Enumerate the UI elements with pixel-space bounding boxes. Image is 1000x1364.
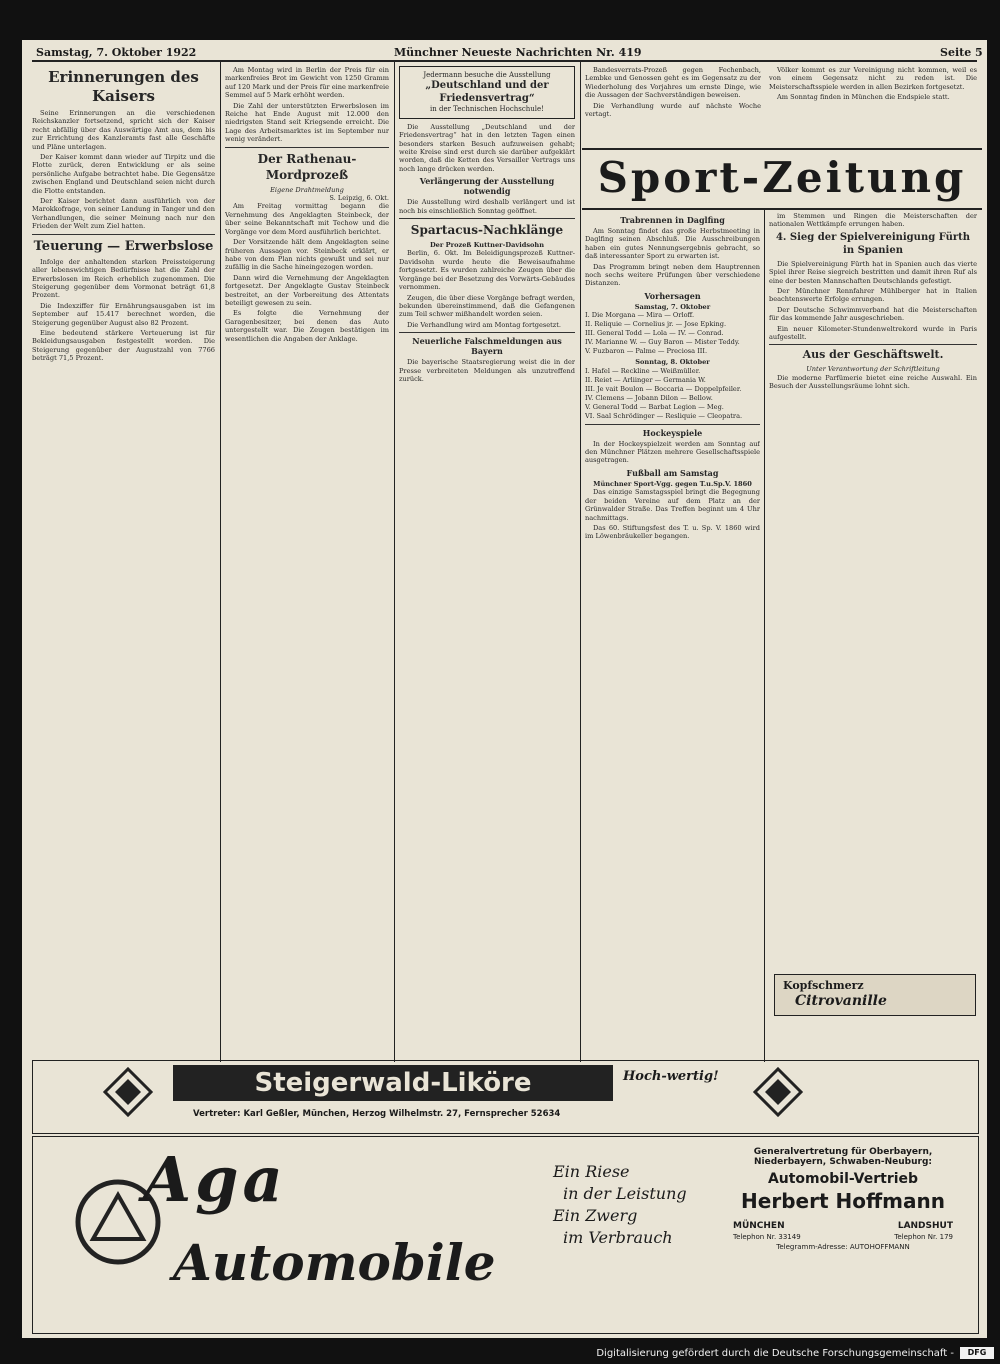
ad-slogan-line: Ein Zwerg: [553, 1206, 638, 1225]
prediction-row: II. Reiet — Arliinger — Germania W.: [585, 375, 706, 384]
paragraph: im Stemmen und Ringen die Meisterschaften der nationalen Wettkämpfe errungen haben.: [769, 212, 977, 229]
paragraph: Am Montag wird in Berlin der Preis für ein markenfreies Brot im Gewicht von 1250 Gramm auf 120 Mark und der Preis für eine markenfreie Semmel auf 5 Mark erhöht werden.: [225, 66, 389, 100]
box-title: „Deutschland und der Friedensvertrag“: [425, 80, 549, 105]
column-3: [399, 66, 575, 1064]
prediction-row: III. Je vait Boulon — Boccaria — Doppelpfeiler.: [585, 384, 742, 393]
ad-text: Generalvertretung für Oberbayern,: [753, 1147, 933, 1157]
paragraph: Ein neuer Kilometer-Stundenweltrekord wurde in Paris aufgestellt.: [769, 324, 977, 342]
column-rule: [580, 62, 581, 1062]
header-paper: Münchner Neueste Nachrichten Nr. 419: [394, 46, 642, 59]
aga-automobile-ad: [32, 1136, 979, 1334]
ad-text: Kopfschmerz: [783, 979, 864, 992]
prediction-row: IV. Marianne W. — Guy Baron — Mister Teddy.: [585, 338, 740, 347]
column-2: [225, 66, 389, 1064]
predictions-sunday: [585, 367, 760, 421]
paragraph: Die Indexziffer für Ernährungsausgaben ist im September auf 15.417 berechnet worden, die Steigerung gegenüber August also 82 Prozent.: [32, 301, 215, 327]
prediction-row: III. General Todd — Lola — IV. — Conrad.: [585, 329, 724, 338]
sport-column-right: [769, 212, 977, 972]
ad-phone: Telephon Nr. 179: [894, 1233, 953, 1241]
paragraph: Die Verhandlung wird am Montag fortgesetzt.: [407, 320, 562, 329]
paragraph: Die Ausstellung „Deutschland und der Friedensvertrag“ hat in den letzten Tagen einen besonders starken Besuch aufzuweisen gehabt; weite Kreise sind erst durch sie darüber aufgeklärt worden, daß die Ketten des Versailler Vertrags uns noch lange drücken werden.: [399, 122, 575, 173]
column-4-top: [585, 66, 761, 146]
header-date: Samstag, 7. Oktober 1922: [36, 46, 197, 59]
ad-representative: Vertreter: Karl Geßler, München, Herzog Wilhelmstr. 27, Fernsprecher 52634: [193, 1109, 561, 1119]
ad-cities: [723, 1221, 963, 1231]
paragraph: Die Verhandlung wurde auf nächste Woche vertagt.: [585, 101, 761, 119]
divider: [399, 332, 575, 333]
ad-phone: Telephon Nr. 33149: [733, 1233, 801, 1241]
dfg-logo: DFG: [960, 1347, 994, 1359]
box-line: in der Technischen Hochschule!: [430, 105, 544, 114]
paragraph: Es folgte die Vernehmung der Garagenbesitzer, bei denen das Auto untergestellt war. Die Zeugen bestätigen im wesentlichen die Angaben der Anklage.: [225, 309, 389, 343]
ad-brand: Aga: [143, 1143, 287, 1216]
paragraph: Das einzige Samstagsspiel bringt die Begegnung der beiden Vereine auf dem Platz an der Grünwalder Straße. Das Treffen beginnt um 4 Uhr nachmittags.: [585, 488, 760, 522]
ad-slogan-line: im Verbrauch: [563, 1228, 673, 1247]
predictions-saturday: [585, 311, 760, 356]
steigerwald-ad: [32, 1060, 979, 1134]
paragraph: Das Programm bringt neben dem Hauptrennen noch sechs weitere Prüfungen über verschiedene Distanzen.: [585, 262, 760, 288]
article-title: Der Rathenau-Mordprozeß: [257, 151, 357, 182]
ad-text: Automobil-Vertrieb: [767, 1171, 919, 1187]
header-page-number: Seite 5: [940, 46, 983, 59]
ad-name: Herbert Hoffmann: [741, 1189, 945, 1213]
paragraph: Die Zahl der unterstützten Erwerbslosen im Reiche hat Ende August mit 12.000 den niedrigsten Stand seit Kriegsende erreicht. Die Lage des Arbeitsmarktes ist im September nur wenig verändert.: [225, 101, 389, 144]
article-title: Aus der Geschäftswelt.: [802, 348, 944, 362]
paragraph: Zeugen, die über diese Vorgänge befragt werden, bekunden übereinstimmend, daß die Gefangenen zum Teil schwer mißhandelt worden seien.: [399, 293, 575, 319]
paragraph: Der Deutsche Schwimmverband hat die Meisterschaften für das kommende Jahr ausgeschrieben.: [769, 305, 977, 323]
paragraph: Am Sonntag findet das große Herbstmeeting in Daglfing seinen Abschluß. Die Ausschreibungen haben ein gutes Nennungsergebnis gebracht, so daß interessanter Sport zu erwarten ist.: [585, 227, 760, 261]
ad-text: Niederbayern, Schwaben-Neuburg:: [754, 1157, 932, 1167]
hoffmann-block: [723, 1147, 963, 1251]
prediction-row: IV. Clemens — Jobann Dilon — Bellow.: [585, 393, 713, 402]
paragraph: Infolge der anhaltenden starken Preissteigerung aller lebenswichtigen Bedürfnisse hat die Zahl der Erwerbslosen im Reich erheblich zugenommen. Die Steigerung gegenüber dem Vormonat beträgt 61,8 Prozent.: [32, 257, 215, 300]
paragraph: Die Spielvereinigung Fürth hat in Spanien auch das vierte Spiel ihrer Reise siegreich bestritten und damit ihren Ruf als eine der besten Mannschaften Deutschlands gefestigt.: [769, 259, 977, 285]
paragraph: Die Ausstellung wird deshalb verlängert und ist noch bis einschließlich Sonntag geöffnet.: [399, 198, 575, 215]
article-title: Erinnerungen des Kaisers: [48, 68, 199, 105]
prediction-row: I. Die Morgana — Mira — Orloff.: [585, 311, 695, 320]
paragraph: Der Münchner Rennfahrer Mühlberger hat in Italien beachtenswerte Erfolge errungen.: [769, 287, 977, 304]
newspaper-page: [22, 40, 987, 1338]
paragraph: Berlin, 6. Okt. Im Beleidigungsprozeß Kuttner-Davidsohn wurde heute die Beweisaufnahme fortgesetzt. Es wurden zahlreiche Zeugen über die Vorgänge bei der Besetzung des Vorwärts-Gebäudes vernommen.: [399, 249, 575, 292]
digitization-footer: [0, 1344, 1000, 1364]
section-heading: Hockeyspiele: [642, 427, 703, 438]
prediction-row: VI. Saal Schrödinger — Resliquie — Cleopatra.: [585, 411, 743, 420]
divider: [225, 147, 389, 148]
ad-city: LANDSHUT: [897, 1221, 953, 1231]
ad-city: MÜNCHEN: [733, 1221, 785, 1231]
diamond-logo-icon: [753, 1067, 803, 1117]
header-rule: [32, 60, 977, 62]
paragraph: In der Hockeyspielzeit werden am Sonntag auf den Münchner Plätzen mehrere Gesellschaftsspiele ausgetragen.: [585, 439, 760, 465]
column-1: [32, 66, 215, 1064]
ad-phones: [723, 1233, 963, 1241]
ad-slogan: Hoch-wertig!: [623, 1069, 719, 1084]
prediction-row: V. Fuzbaron — Palme — Preciosa III.: [585, 347, 708, 356]
paragraph: Am Sonntag finden in München die Endspiele statt.: [777, 93, 950, 102]
ad-title: Steigerwald-Liköre: [173, 1065, 613, 1101]
divider: [399, 218, 575, 219]
paragraph: Am Freitag vormittag begann die Vernehmung des Angeklagten Steinbeck, der über seine Bekanntschaft mit Techow und die Vorgänge vor dem Mord ausführlich berichtet.: [225, 202, 389, 236]
ad-brand: Citrovanille: [795, 993, 887, 1009]
footer-credit: Digitalisierung gefördert durch die Deutsche Forschungsgemeinschaft -: [596, 1348, 954, 1359]
section-heading: Vorhersagen: [644, 290, 701, 301]
box-line: Jedermann besuche die Ausstellung: [423, 71, 551, 79]
article-subtitle: Unter Verantwortung der Schriftleitung: [806, 365, 940, 374]
paragraph: Seine Erinnerungen an die verschiedenen Reichskanzler fortsetzend, spricht sich der Kaiser recht abfällig über das Auswärtige Amt aus, dem bis zur Errichtung des Kanzleramts fast alle Geschäfte und Pläne unterlagen.: [32, 109, 215, 151]
ad-slogan: [553, 1161, 687, 1249]
column-rule: [764, 208, 765, 1062]
divider: [32, 234, 215, 235]
day-heading: Samstag, 7. Oktober: [634, 302, 711, 311]
paragraph: Dann wird die Vernehmung der Angeklagten fortgesetzt. Der Angeklagte Gustav Steinbeck bestreitet, an der Vorbereitung des Attentats beteiligt gewesen zu sein.: [225, 273, 389, 307]
section-heading: Verlängerung der Ausstellung notwendig: [419, 176, 555, 197]
paragraph: Völker kommt es zur Vereinigung nicht kommen, weil es von einem Gegensatz nicht zu reden ist. Die Meisterschaftsspiele werden in allen Bezirken fortgesetzt.: [769, 66, 977, 91]
article-title: 4. Sieg der Spielvereinigung Fürth in Spanien: [775, 231, 971, 256]
column-rule: [394, 62, 395, 1062]
paragraph: Bandesverrats-Prozeß gegen Fechenbach, Lembke und Genossen geht es im Gegensatz zu der Wiederholung des Vorjahres um ernste Dinge, wie die Aussagen der Sachverständigen beweisen.: [585, 66, 761, 100]
divider: [585, 424, 760, 425]
exhibition-box: [399, 66, 575, 119]
article-title: Teuerung — Erwerbslose: [33, 238, 214, 254]
day-heading: Sonntag, 8. Oktober: [635, 358, 710, 367]
paragraph: Die bayerische Staatsregierung weist die in der Presse verbreiteten Meldungen als unzutreffend zurück.: [399, 358, 575, 383]
paragraph: Eine bedeutend stärkere Verteuerung ist für Bekleidungsausgaben festgestellt worden. Die Steigerung gegenüber der Augustzahl von 7766 beträgt 71,5 Prozent.: [32, 328, 215, 363]
paragraph: Das 60. Stiftungsfest des T. u. Sp. V. 1860 wird im Löwenbräukeller begangen.: [585, 523, 760, 541]
match-line: Münchner Sport-Vgg. gegen T.u.Sp.V. 1860: [593, 479, 752, 488]
ad-telegram: Telegramm-Adresse: AUTOHOFFMANN: [776, 1243, 910, 1251]
diamond-logo-icon: [103, 1067, 153, 1117]
paragraph: Der Kaiser berichtet dann ausführlich von der Marokkofrage, von seiner Landung in Tanger und den Verhandlungen, die seiner Meinung nach nur den Frieden der Welt zum Ziel hatten.: [32, 197, 215, 231]
ad-slogan-line: in der Leistung: [563, 1184, 687, 1203]
section-heading: Neuerliche Falschmeldungen aus Bayern: [412, 336, 562, 357]
section-heading: Trabrennen in Daglfing: [620, 215, 725, 225]
dateline: S. Leipzig, 6. Okt.: [329, 194, 389, 203]
ad-title: Automobile: [173, 1233, 496, 1292]
prediction-row: I. Hafel — Reckline — Weißmüller.: [585, 366, 701, 375]
sport-zeitung-banner: Sport-Zeitung: [582, 148, 982, 210]
section-heading: Fußball am Samstag: [626, 467, 719, 478]
column-5-top: [769, 66, 977, 146]
paragraph: Der Kaiser kommt dann wieder auf Tirpitz und die Flotte zurück, deren Entwicklung er als seine persönliche Aufgabe betrachtet habe. Die Gegensätze zwischen England und Deutschland seien nicht durch die Flotte entstanden.: [32, 153, 215, 195]
article-subtitle: Der Prozeß Kuttner-Davidsohn: [429, 241, 545, 250]
article-subtitle: Eigene Drahtmeldung: [270, 185, 344, 194]
divider: [769, 344, 977, 345]
prediction-row: II. Reliquie — Cornelius jr. — Jose Epking.: [585, 320, 727, 329]
sport-column-left: [585, 212, 760, 1062]
paragraph: Der Vorsitzende hält dem Angeklagten seine früheren Aussagen vor. Steinbeck erklärt, er habe von dem Plan nichts gewußt und sei nur zufällig in die Sache hineingezogen worden.: [225, 238, 389, 272]
kopfschmerz-ad: [774, 974, 976, 1016]
column-rule: [220, 62, 221, 1062]
prediction-row: V. General Todd — Barbat Legion — Meg.: [585, 402, 724, 411]
paragraph: Die moderne Parfümerie bietet eine reiche Auswahl. Ein Besuch der Ausstellungsräume lohnt sich.: [769, 373, 977, 391]
article-title: Spartacus-Nachklänge: [410, 223, 564, 238]
ad-slogan-line: Ein Riese: [553, 1162, 630, 1181]
